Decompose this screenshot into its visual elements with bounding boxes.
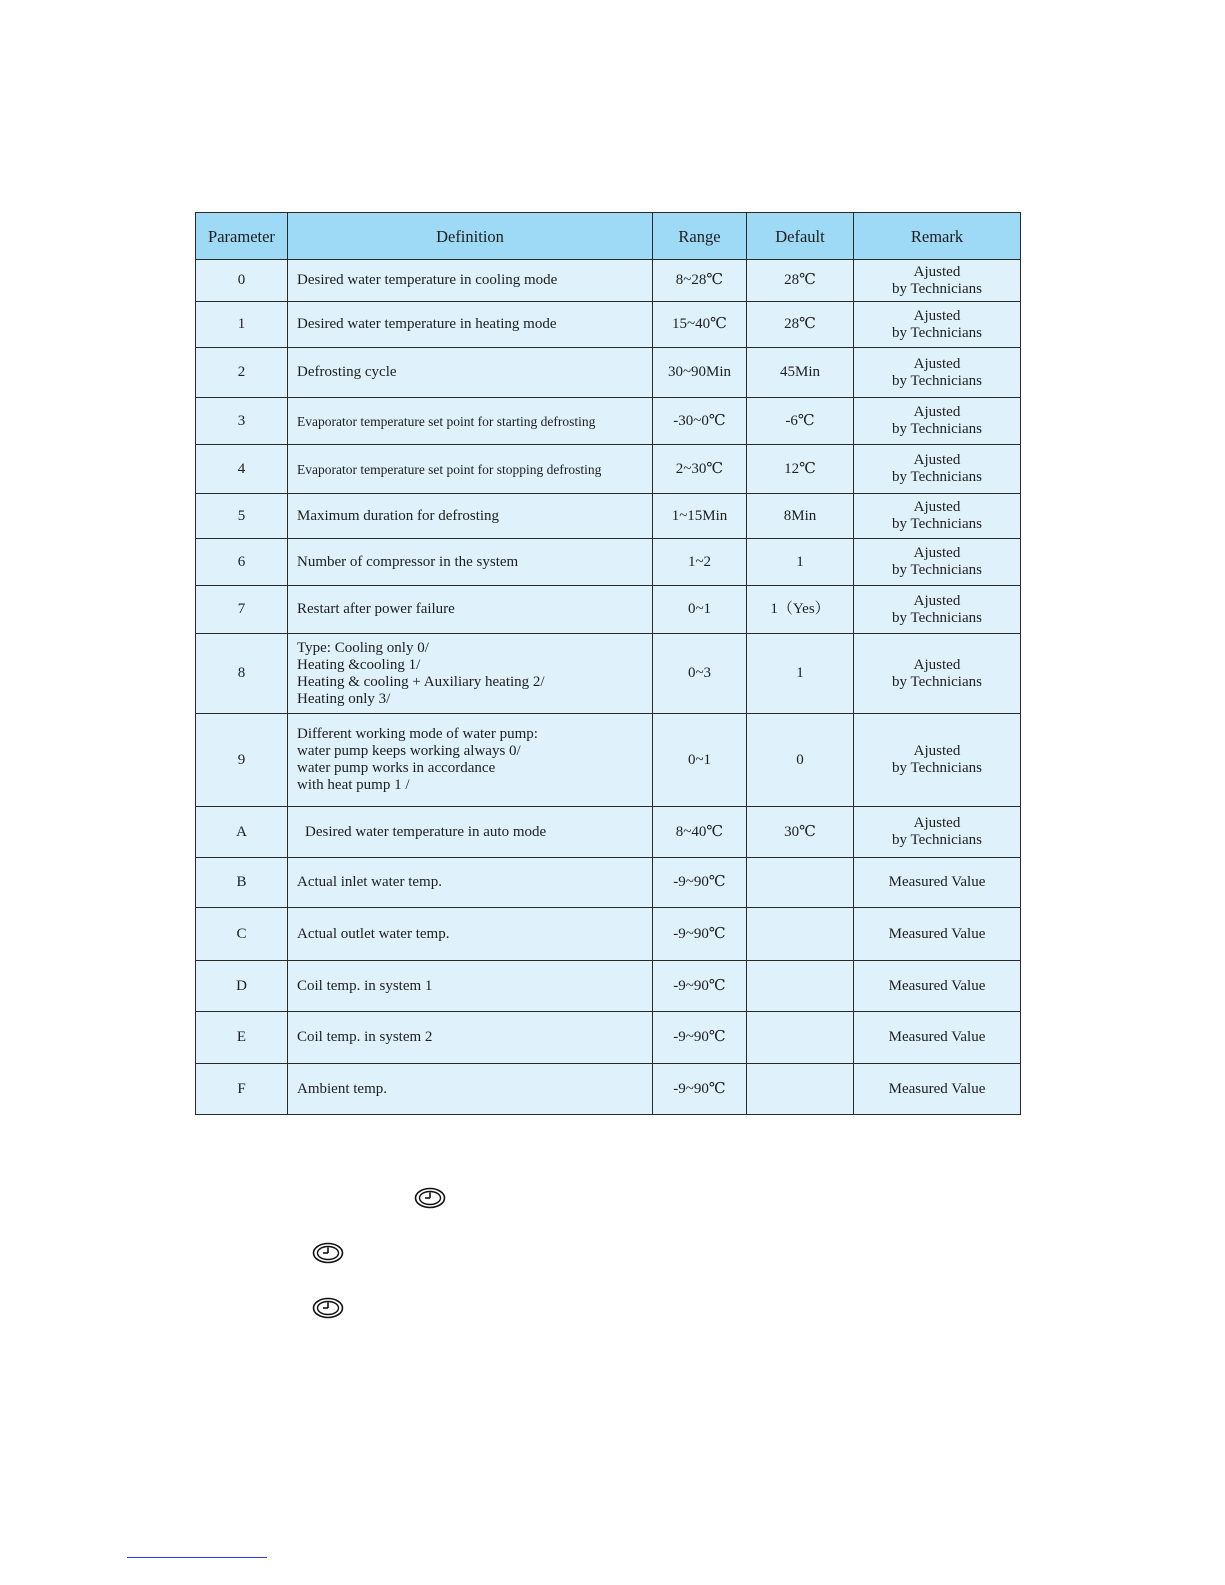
default-cell: -6℃ [747,398,854,445]
default-cell: 45Min [747,348,854,398]
default-cell [747,858,854,908]
definition-cell: Desired water temperature in heating mode [288,302,653,348]
param-cell: 1 [196,302,288,348]
range-cell: 8~28℃ [653,260,747,302]
remark-cell: Measured Value [854,858,1021,908]
range-cell: 30~90Min [653,348,747,398]
remark-cell: Measured Value [854,908,1021,961]
table-row [196,634,1021,714]
remark-cell: Measured Value [854,1012,1021,1064]
table-row [196,260,1021,302]
header-range: Range [653,213,747,260]
param-cell: A [196,807,288,858]
param-cell: 5 [196,494,288,539]
default-cell: 1 [747,539,854,586]
header-definition: Definition [288,213,653,260]
default-cell: 28℃ [747,260,854,302]
default-cell [747,1012,854,1064]
remark-cell: Ajusted by Technicians [854,348,1021,398]
range-cell: 15~40℃ [653,302,747,348]
table-header-row [196,213,1021,260]
range-cell: 8~40℃ [653,807,747,858]
definition-cell: Actual inlet water temp. [288,858,653,908]
table-row [196,807,1021,858]
param-cell: 3 [196,398,288,445]
table-row [196,858,1021,908]
table-row [196,348,1021,398]
default-cell [747,908,854,961]
table-row [196,1064,1021,1115]
table-row [196,398,1021,445]
param-cell: 9 [196,714,288,807]
definition-cell: Maximum duration for defrosting [288,494,653,539]
default-cell: 0 [747,714,854,807]
remark-cell: Ajusted by Technicians [854,398,1021,445]
default-cell: 28℃ [747,302,854,348]
header-remark: Remark [854,213,1021,260]
param-cell: D [196,961,288,1012]
definition-cell: Type: Cooling only 0/ Heating &cooling 1/ Heating & cooling + Auxiliary heating 2/ Heating only 3/ [288,634,653,714]
range-cell: 0~1 [653,586,747,634]
default-cell: 1 [747,634,854,714]
param-cell: B [196,858,288,908]
remark-cell: Ajusted by Technicians [854,539,1021,586]
remark-cell: Ajusted by Technicians [854,634,1021,714]
param-cell: 7 [196,586,288,634]
table-row [196,961,1021,1012]
range-cell: 1~2 [653,539,747,586]
remark-cell: Ajusted by Technicians [854,807,1021,858]
param-cell: 2 [196,348,288,398]
range-cell: 2~30℃ [653,445,747,494]
param-cell: 6 [196,539,288,586]
param-cell: 0 [196,260,288,302]
table-row [196,714,1021,807]
remark-cell: Ajusted by Technicians [854,445,1021,494]
table-row [196,539,1021,586]
remark-cell: Measured Value [854,1064,1021,1115]
param-cell: 8 [196,634,288,714]
definition-cell: Desired water temperature in auto mode [288,807,653,858]
definition-cell: Coil temp. in system 2 [288,1012,653,1064]
param-cell: C [196,908,288,961]
definition-cell: Actual outlet water temp. [288,908,653,961]
clock-icon [312,1242,344,1264]
clock-icon [414,1187,446,1209]
clock-icon [312,1297,344,1319]
range-cell: 0~3 [653,634,747,714]
default-cell [747,961,854,1012]
default-cell: 1（Yes） [747,586,854,634]
range-cell: -9~90℃ [653,858,747,908]
range-cell: 1~15Min [653,494,747,539]
table-row [196,302,1021,348]
definition-cell: Different working mode of water pump: water pump keeps working always 0/ water pump works in accordance with heat pump 1 / [288,714,653,807]
header-default: Default [747,213,854,260]
definition-cell: Coil temp. in system 1 [288,961,653,1012]
table-body [196,260,1021,1115]
range-cell: -9~90℃ [653,961,747,1012]
default-cell: 12℃ [747,445,854,494]
table-row [196,445,1021,494]
definition-cell: Evaporator temperature set point for stopping defrosting [288,445,653,494]
default-cell: 30℃ [747,807,854,858]
range-cell: -9~90℃ [653,1012,747,1064]
remark-cell: Ajusted by Technicians [854,494,1021,539]
range-cell: -9~90℃ [653,1064,747,1115]
definition-cell: Restart after power failure [288,586,653,634]
default-cell [747,1064,854,1115]
range-cell: -9~90℃ [653,908,747,961]
table-row [196,494,1021,539]
remark-cell: Measured Value [854,961,1021,1012]
definition-cell: Ambient temp. [288,1064,653,1115]
definition-cell: Evaporator temperature set point for starting defrosting [288,398,653,445]
remark-cell: Ajusted by Technicians [854,302,1021,348]
parameter-table [195,212,1021,1115]
range-cell: 0~1 [653,714,747,807]
param-cell: 4 [196,445,288,494]
remark-cell: Ajusted by Technicians [854,714,1021,807]
table-row [196,1012,1021,1064]
remark-cell: Ajusted by Technicians [854,260,1021,302]
definition-cell: Number of compressor in the system [288,539,653,586]
range-cell: -30~0℃ [653,398,747,445]
definition-cell: Desired water temperature in cooling mode [288,260,653,302]
header-parameter: Parameter [196,213,288,260]
param-cell: F [196,1064,288,1115]
table-row [196,908,1021,961]
param-cell: E [196,1012,288,1064]
definition-cell: Defrosting cycle [288,348,653,398]
default-cell: 8Min [747,494,854,539]
remark-cell: Ajusted by Technicians [854,586,1021,634]
footnote-rule [127,1557,267,1558]
table-row [196,586,1021,634]
